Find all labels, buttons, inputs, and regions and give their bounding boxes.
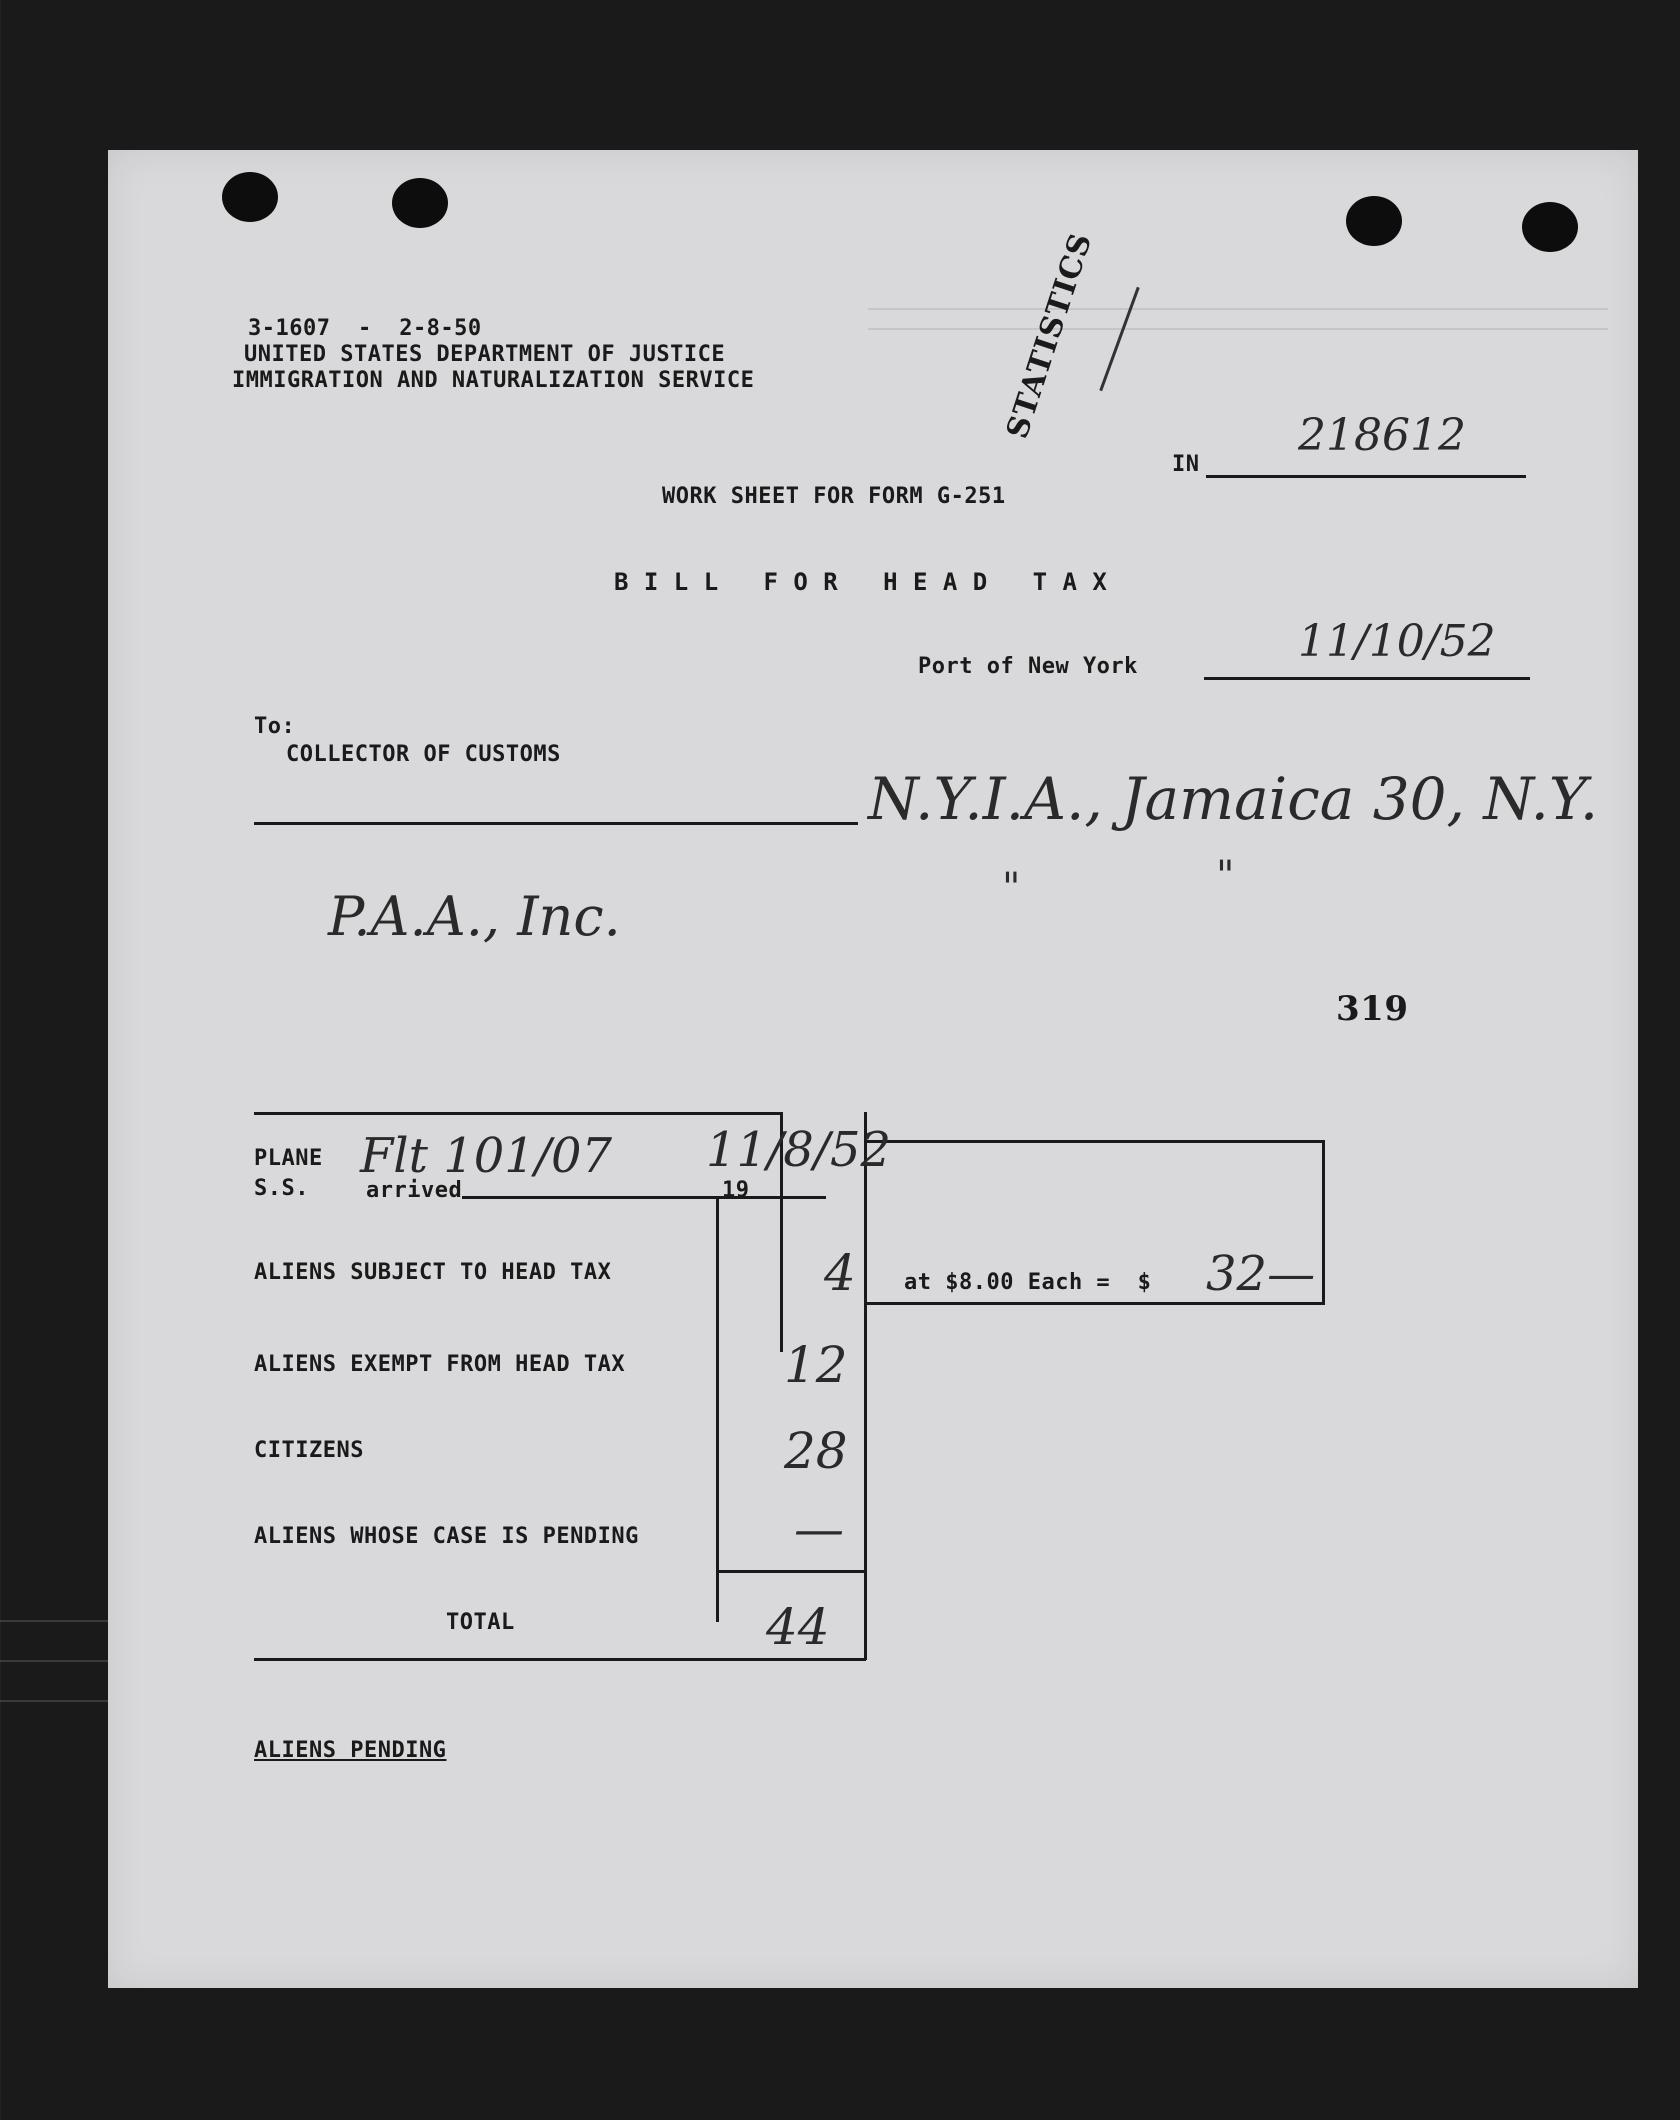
in-number-handwritten: 218612 <box>1298 410 1466 461</box>
total-label: TOTAL <box>446 1610 515 1635</box>
tax-amount-handwritten: 32— <box>1206 1246 1316 1302</box>
table-count-right-border <box>864 1112 867 1660</box>
service-name: IMMIGRATION AND NATURALIZATION SERVICE <box>232 368 755 393</box>
row-label-exempt: ALIENS EXEMPT FROM HEAD TAX <box>254 1352 626 1377</box>
tax-box-bottom <box>864 1302 1325 1305</box>
worksheet-title: WORK SHEET FOR FORM G-251 <box>662 484 1006 509</box>
port-label: Port of New York <box>918 654 1138 679</box>
tax-box-top <box>864 1140 1324 1143</box>
table-count-left-border <box>716 1198 719 1622</box>
plane-label: PLANE <box>254 1146 323 1171</box>
punch-hole <box>222 172 278 222</box>
port-date-handwritten: 11/10/52 <box>1298 616 1496 667</box>
ditto-mark: " <box>1216 853 1235 899</box>
ditto-mark: " <box>1002 865 1021 911</box>
scan-streak <box>0 1660 110 1662</box>
row-label-pending: ALIENS WHOSE CASE IS PENDING <box>254 1524 639 1549</box>
bleed-through <box>868 328 1608 330</box>
department-name: UNITED STATES DEPARTMENT OF JUSTICE <box>244 342 726 367</box>
bill-title: B I L L F O R H E A D T A X <box>614 568 1108 596</box>
scan-streak <box>0 1700 110 1702</box>
row-label-subject: ALIENS SUBJECT TO HEAD TAX <box>254 1260 612 1285</box>
total-top-border <box>716 1570 866 1573</box>
in-label: IN <box>1172 452 1200 477</box>
tax-box-right <box>1322 1140 1325 1304</box>
document-page <box>108 150 1638 1988</box>
table-top-border <box>254 1112 782 1115</box>
form-number: 3-1607 - 2-8-50 <box>248 316 482 341</box>
location-handwritten: N.Y.I.A., Jamaica 30, N.Y. <box>868 765 1599 833</box>
scan-streak <box>0 1620 110 1622</box>
year-prefix: 19 <box>722 1178 750 1203</box>
total-count: 44 <box>766 1598 830 1656</box>
flight-handwritten: Flt 101/07 <box>360 1128 613 1184</box>
punch-hole <box>1346 196 1402 246</box>
to-underline <box>254 822 858 825</box>
stamp-mark <box>1099 287 1139 391</box>
port-underline <box>1204 677 1530 680</box>
carrier-handwritten: P.A.A., Inc. <box>328 885 621 948</box>
arrived-underline <box>462 1196 826 1199</box>
punch-hole <box>1522 202 1578 252</box>
to-recipient: COLLECTOR OF CUSTOMS <box>286 742 561 767</box>
in-underline <box>1206 475 1526 478</box>
row-count-subject: 4 <box>824 1244 856 1302</box>
bleed-through <box>868 308 1608 310</box>
table-bottom-border <box>254 1658 866 1661</box>
row-count-citizens: 28 <box>784 1422 848 1480</box>
arrival-date-handwritten: 11/8/52 <box>706 1122 892 1178</box>
row-label-citizens: CITIZENS <box>254 1438 364 1463</box>
to-label: To: <box>254 714 296 739</box>
statistics-stamp: STATISTICS <box>1000 228 1100 443</box>
ss-label: S.S. <box>254 1176 309 1201</box>
aliens-pending-label: ALIENS PENDING <box>254 1738 447 1763</box>
reference-number: 319 <box>1336 989 1409 1029</box>
tax-rate-text: at $8.00 Each = $ <box>904 1270 1152 1295</box>
row-count-exempt: 12 <box>784 1336 848 1394</box>
row-count-pending: — <box>794 1500 844 1558</box>
arrived-label: arrived <box>366 1178 463 1203</box>
punch-hole <box>392 178 448 228</box>
